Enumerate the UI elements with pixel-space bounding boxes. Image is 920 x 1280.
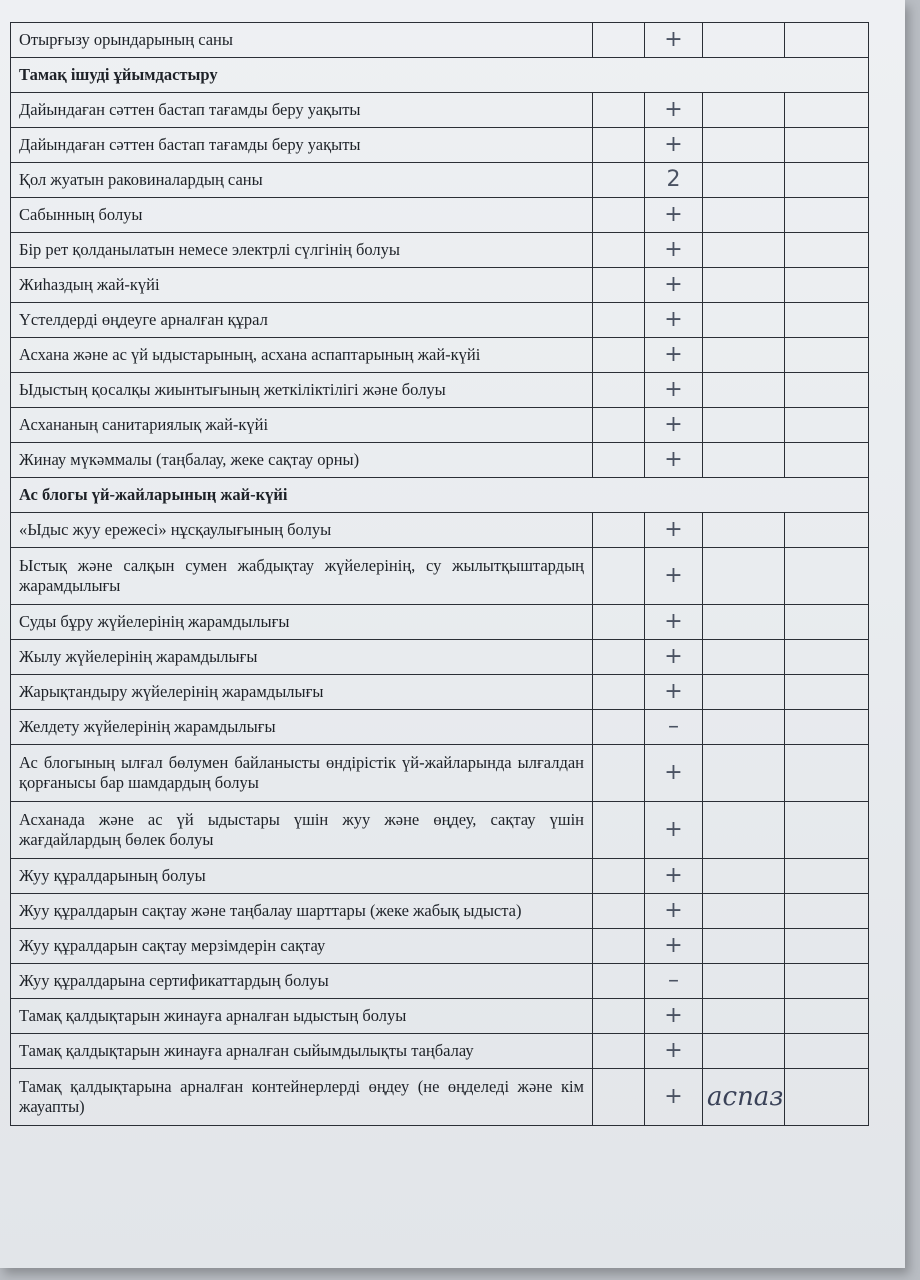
blank-cell <box>785 894 869 929</box>
criterion-label: Бір рет қолданылатын немесе электрлі сүлгінің болуы <box>11 233 593 268</box>
blank-cell <box>703 964 785 999</box>
blank-cell <box>703 859 785 894</box>
criterion-label: Тамақ қалдықтарына арналған контейнерлерді өңдеу (не өңделеді және кім жауапты) <box>11 1069 593 1126</box>
blank-cell <box>703 675 785 710</box>
blank-cell <box>785 233 869 268</box>
criterion-label: Ас блогының ылғал бөлумен байланысты өндірістік үй-жайларында ылғалдан қорғанысы бар шамдардың болуы <box>11 745 593 802</box>
blank-cell <box>593 1034 645 1069</box>
handwritten-mark: + <box>645 303 703 338</box>
blank-cell <box>785 268 869 303</box>
blank-cell <box>703 233 785 268</box>
criterion-label: Жинау мүкәммалы (таңбалау, жеке сақтау орны) <box>11 443 593 478</box>
checklist-row <box>11 1034 869 1069</box>
section-header-row <box>11 478 869 513</box>
handwritten-mark: – <box>645 964 703 999</box>
blank-cell <box>785 1069 869 1126</box>
blank-cell <box>703 548 785 605</box>
blank-cell <box>785 373 869 408</box>
handwritten-mark: + <box>645 513 703 548</box>
criterion-label: Асхананың санитариялық жай-күйі <box>11 408 593 443</box>
criterion-label: Жуу құралдарының болуы <box>11 859 593 894</box>
checklist-row <box>11 548 869 605</box>
checklist-row <box>11 513 869 548</box>
blank-cell <box>593 233 645 268</box>
blank-cell <box>703 128 785 163</box>
blank-cell <box>703 23 785 58</box>
handwritten-mark: + <box>645 929 703 964</box>
checklist-row <box>11 710 869 745</box>
blank-cell <box>785 802 869 859</box>
criterion-label: Жиһаздың жай-күйі <box>11 268 593 303</box>
handwritten-mark: – <box>645 710 703 745</box>
checklist-row <box>11 640 869 675</box>
checklist-row <box>11 408 869 443</box>
blank-cell <box>703 338 785 373</box>
blank-cell <box>703 710 785 745</box>
blank-cell <box>703 268 785 303</box>
blank-cell <box>703 513 785 548</box>
criterion-label: Жылу жүйелерінің жарамдылығы <box>11 640 593 675</box>
criterion-label: Жуу құралдарын сақтау және таңбалау шарттары (жеке жабық ыдыста) <box>11 894 593 929</box>
blank-cell <box>785 163 869 198</box>
blank-cell <box>593 675 645 710</box>
blank-cell <box>703 894 785 929</box>
checklist-row <box>11 163 869 198</box>
checklist-row <box>11 373 869 408</box>
criterion-label: Жуу құралдарына сертификаттардың болуы <box>11 964 593 999</box>
checklist-row <box>11 999 869 1034</box>
checklist-row <box>11 93 869 128</box>
blank-cell <box>703 929 785 964</box>
section-header-row <box>11 58 869 93</box>
blank-cell <box>785 23 869 58</box>
blank-cell <box>703 303 785 338</box>
checklist-row <box>11 268 869 303</box>
blank-cell <box>785 548 869 605</box>
handwritten-mark: + <box>645 999 703 1034</box>
criterion-label: «Ыдыс жуу ережесі» нұсқаулығының болуы <box>11 513 593 548</box>
handwritten-mark: + <box>645 23 703 58</box>
handwritten-mark: + <box>645 548 703 605</box>
blank-cell <box>593 894 645 929</box>
blank-cell <box>785 710 869 745</box>
inspection-checklist-table <box>10 22 869 1126</box>
checklist-row <box>11 128 869 163</box>
criterion-label: Қол жуатын раковиналардың саны <box>11 163 593 198</box>
checklist-row <box>11 802 869 859</box>
criterion-label: Тамақ қалдықтарын жинауға арналған сыйымдылықты таңбалау <box>11 1034 593 1069</box>
blank-cell <box>703 373 785 408</box>
blank-cell <box>785 999 869 1034</box>
checklist-row <box>11 745 869 802</box>
criterion-label: Дайындаған сәттен бастап тағамды беру уақыты <box>11 93 593 128</box>
blank-cell <box>785 513 869 548</box>
criterion-label: Жуу құралдарын сақтау мерзімдерін сақтау <box>11 929 593 964</box>
blank-cell <box>593 163 645 198</box>
checklist-body <box>11 23 869 1126</box>
handwritten-mark: + <box>645 1034 703 1069</box>
blank-cell <box>593 268 645 303</box>
blank-cell <box>593 802 645 859</box>
blank-cell <box>703 605 785 640</box>
handwritten-mark: + <box>645 859 703 894</box>
handwritten-mark: + <box>645 1069 703 1126</box>
blank-cell <box>785 198 869 233</box>
blank-cell <box>703 408 785 443</box>
blank-cell <box>785 128 869 163</box>
criterion-label: Ыстық және салқын сумен жабдықтау жүйелерінің, су жылытқыштардың жарамдылығы <box>11 548 593 605</box>
blank-cell <box>593 513 645 548</box>
handwritten-mark: + <box>645 268 703 303</box>
blank-cell <box>703 640 785 675</box>
criterion-label: Ыдыстың қосалқы жиынтығының жеткіліктілігі және болуы <box>11 373 593 408</box>
handwritten-mark: + <box>645 894 703 929</box>
blank-cell <box>593 338 645 373</box>
section-title: Тамақ ішуді ұйымдастыру <box>11 58 869 93</box>
blank-cell <box>593 408 645 443</box>
criterion-label: Асханада және ас үй ыдыстары үшін жуу және өңдеу, сақтау үшін жағдайлардың бөлек болуы <box>11 802 593 859</box>
checklist-row <box>11 929 869 964</box>
blank-cell <box>785 929 869 964</box>
blank-cell <box>785 964 869 999</box>
handwritten-mark: + <box>645 802 703 859</box>
handwritten-mark: + <box>645 93 703 128</box>
handwritten-mark: + <box>645 128 703 163</box>
handwritten-mark: + <box>645 443 703 478</box>
blank-cell <box>593 1069 645 1126</box>
blank-cell <box>593 929 645 964</box>
blank-cell <box>785 1034 869 1069</box>
blank-cell <box>785 338 869 373</box>
blank-cell <box>785 408 869 443</box>
checklist-row <box>11 23 869 58</box>
blank-cell <box>593 605 645 640</box>
blank-cell <box>593 23 645 58</box>
blank-cell <box>785 675 869 710</box>
blank-cell <box>593 745 645 802</box>
checklist-row <box>11 303 869 338</box>
blank-cell <box>593 710 645 745</box>
blank-cell <box>593 859 645 894</box>
criterion-label: Отырғызу орындарының саны <box>11 23 593 58</box>
blank-cell <box>703 802 785 859</box>
blank-cell <box>703 1034 785 1069</box>
checklist-row <box>11 859 869 894</box>
handwritten-note: аспаз <box>703 1069 785 1126</box>
blank-cell <box>593 303 645 338</box>
checklist-row <box>11 605 869 640</box>
checklist-row <box>11 964 869 999</box>
blank-cell <box>785 640 869 675</box>
checklist-row <box>11 443 869 478</box>
handwritten-mark: + <box>645 640 703 675</box>
handwritten-mark: + <box>645 198 703 233</box>
criterion-label: Суды бұру жүйелерінің жарамдылығы <box>11 605 593 640</box>
blank-cell <box>593 443 645 478</box>
blank-cell <box>703 443 785 478</box>
checklist-row <box>11 338 869 373</box>
blank-cell <box>785 443 869 478</box>
blank-cell <box>703 93 785 128</box>
criterion-label: Тамақ қалдықтарын жинауға арналған ыдыстың болуы <box>11 999 593 1034</box>
blank-cell <box>785 745 869 802</box>
checklist-row <box>11 675 869 710</box>
criterion-label: Асхана және ас үй ыдыстарының, асхана аспаптарының жай-күйі <box>11 338 593 373</box>
checklist-row <box>11 233 869 268</box>
blank-cell <box>593 373 645 408</box>
criterion-label: Үстелдерді өңдеуге арналған құрал <box>11 303 593 338</box>
blank-cell <box>593 128 645 163</box>
blank-cell <box>703 999 785 1034</box>
blank-cell <box>593 964 645 999</box>
blank-cell <box>785 303 869 338</box>
blank-cell <box>785 859 869 894</box>
criterion-label: Жарықтандыру жүйелерінің жарамдылығы <box>11 675 593 710</box>
checklist-row <box>11 894 869 929</box>
handwritten-mark: + <box>645 605 703 640</box>
handwritten-mark: + <box>645 233 703 268</box>
handwritten-mark: + <box>645 675 703 710</box>
blank-cell <box>785 605 869 640</box>
blank-cell <box>593 999 645 1034</box>
handwritten-mark: + <box>645 338 703 373</box>
blank-cell <box>593 93 645 128</box>
criterion-label: Дайындаған сәттен бастап тағамды беру уақыты <box>11 128 593 163</box>
blank-cell <box>785 93 869 128</box>
blank-cell <box>703 198 785 233</box>
criterion-label: Желдету жүйелерінің жарамдылығы <box>11 710 593 745</box>
blank-cell <box>593 548 645 605</box>
blank-cell <box>593 198 645 233</box>
criterion-label: Сабынның болуы <box>11 198 593 233</box>
handwritten-mark: + <box>645 745 703 802</box>
blank-cell <box>593 640 645 675</box>
handwritten-mark: + <box>645 373 703 408</box>
blank-cell <box>703 163 785 198</box>
section-title: Ас блогы үй-жайларының жай-күйі <box>11 478 869 513</box>
handwritten-mark: + <box>645 408 703 443</box>
checklist-row <box>11 198 869 233</box>
checklist-row <box>11 1069 869 1126</box>
handwritten-mark: 2 <box>645 163 703 198</box>
blank-cell <box>703 745 785 802</box>
